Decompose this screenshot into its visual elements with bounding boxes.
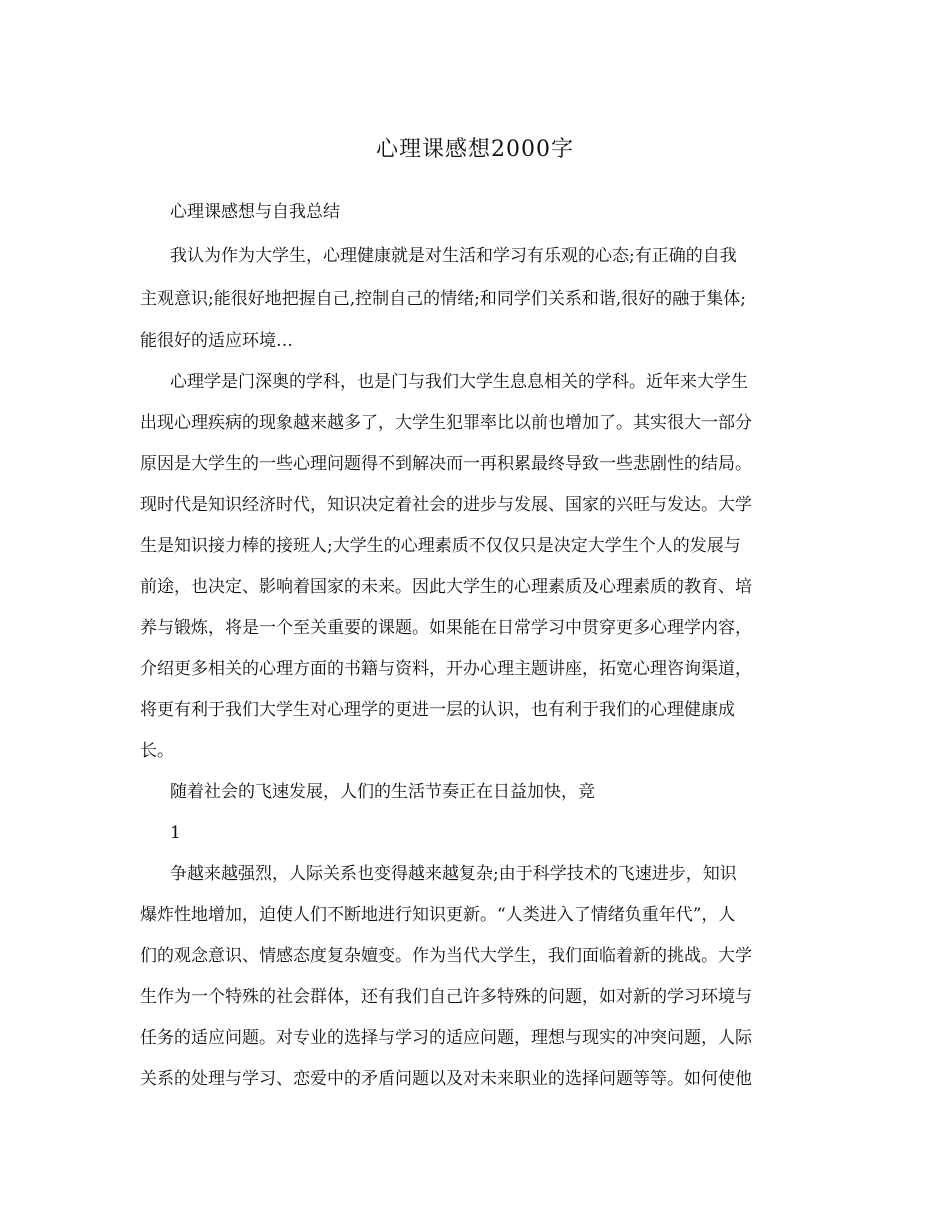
paragraph-line: 主观意识;能很好地把握自己,控制自己的情绪;和同学们关系和谐,很好的融于集体; — [140, 289, 746, 309]
paragraph-line: 将更有利于我们大学生对心理学的更进一层的认识，也有利于我们的心理健康成 — [140, 700, 735, 720]
paragraph-line: 任务的适应问题。对专业的选择与学习的适应问题，理想与现实的冲突问题，人际 — [140, 1028, 752, 1048]
document-title: 心理课感想2000字 — [376, 137, 574, 162]
paragraph-line: 生是知识接力棒的接班人;大学生的心理素质不仅仅只是决定大学生个人的发展与 — [140, 536, 741, 556]
page-number: 1 — [170, 823, 181, 843]
paragraph-line: 爆炸性地增加，迫使人们不断地进行知识更新。“人类进入了情绪负重年代”，人 — [140, 905, 736, 925]
paragraph-line: 前途，也决定、影响着国家的未来。因此大学生的心理素质及心理素质的教育、培 — [140, 577, 752, 597]
paragraph-line: 我认为作为大学生，心理健康就是对生活和学习有乐观的心态;有正确的自我 — [170, 246, 737, 266]
paragraph-line: 随着社会的飞速发展，人们的生活节奏正在日益加快，竞 — [170, 782, 595, 802]
paragraph-line: 出现心理疾病的现象越来越多了，大学生犯罪率比以前也增加了。其实很大一部分 — [140, 413, 752, 433]
section-heading: 心理课感想与自我总结 — [170, 202, 340, 222]
paragraph-line: 养与锻炼，将是一个至关重要的课题。如果能在日常学习中贯穿更多心理学内容， — [140, 618, 752, 638]
paragraph-line: 原因是大学生的一些心理问题得不到解决而一再积累最终导致一些悲剧性的结局。 — [140, 454, 752, 474]
paragraph-line: 心理学是门深奥的学科，也是门与我们大学生息息相关的学科。近年来大学生 — [170, 372, 748, 392]
paragraph-line: 长。 — [140, 741, 174, 761]
paragraph-line: 现时代是知识经济时代，知识决定着社会的进步与发展、国家的兴旺与发达。大学 — [140, 495, 752, 515]
paragraph-line: 关系的处理与学习、恋爱中的矛盾问题以及对未来职业的选择问题等等。如何使他 — [140, 1069, 752, 1089]
paragraph-line: 能很好的适应环境… — [140, 331, 293, 351]
paragraph-line: 生作为一个特殊的社会群体，还有我们自己许多特殊的问题，如对新的学习环境与 — [140, 987, 752, 1007]
paragraph-line: 们的观念意识、情感态度复杂嬗变。作为当代大学生，我们面临着新的挑战。大学 — [140, 946, 752, 966]
paragraph-line: 争越来越强烈，人际关系也变得越来越复杂;由于科学技术的飞速进步，知识 — [170, 864, 737, 884]
paragraph-line: 介绍更多相关的心理方面的书籍与资料，开办心理主题讲座，拓宽心理咨询渠道， — [140, 659, 752, 679]
